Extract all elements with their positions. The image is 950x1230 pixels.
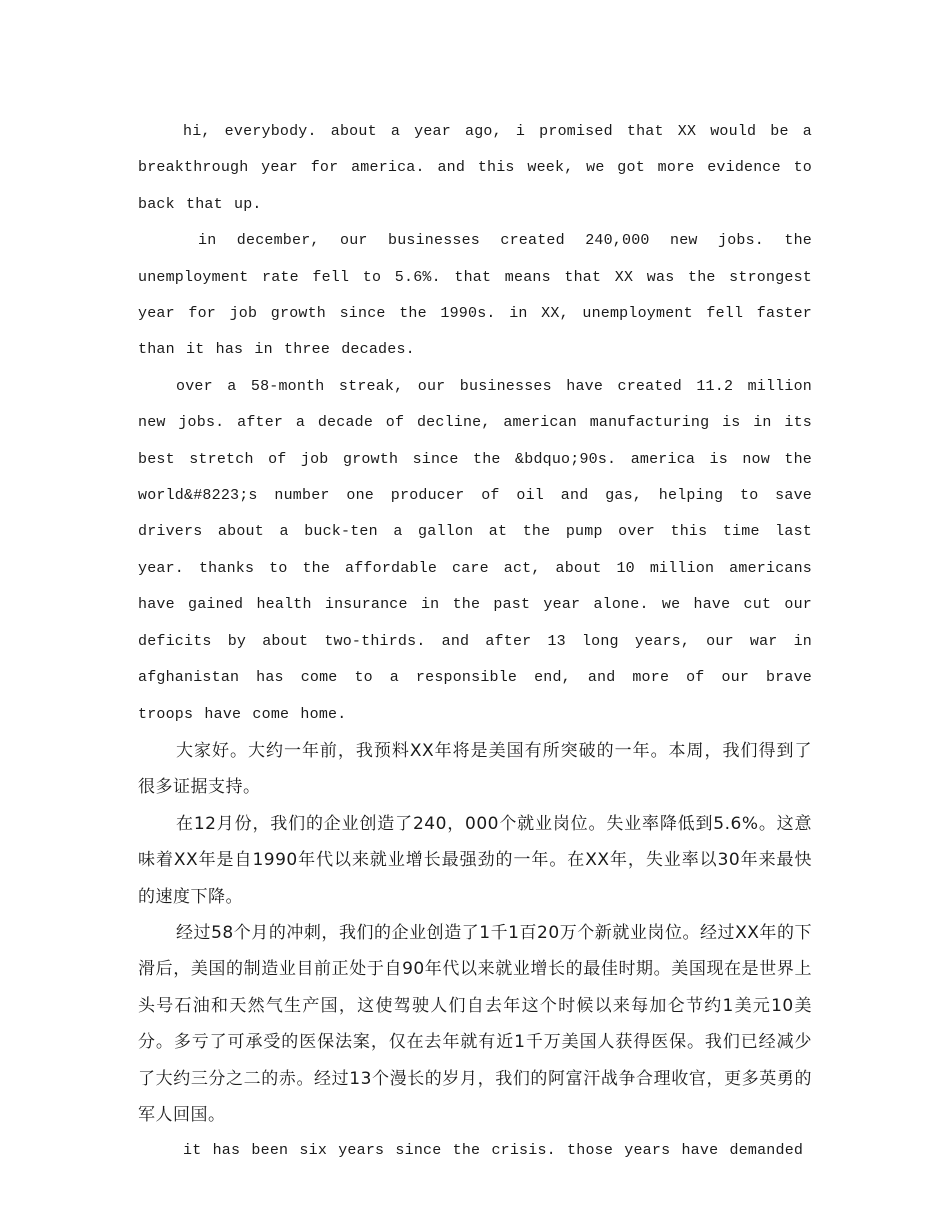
paragraph-en-2: in december, our businesses created 240,000 new jobs. the unemployment rate fell to 5.6%. that means that XX was the strongest year for job growth since the 1990s. in XX, unemployment fell faster than it has in three decades. (138, 232, 812, 359)
paragraph-zh-3: 经过58个月的冲刺，我们的企业创造了1千1百20万个新就业岗位。经过XX年的下滑后，美国的制造业目前正处于自90年代以来就业增长的最佳时期。美国现在是世界上头号石油和天然气生产国，这使驾驶人们自去年这个时候以来每加仑节约1美元10美分。多亏了可承受的医保法案，仅在去年就有近1千万美国人获得医保。我们已经减少了大约三分之二的赤。经过13个漫长的岁月，我们的阿富汗战争合理收官，更多英勇的军人回国。 (138, 922, 812, 1125)
paragraph-en-3: over a 58-month streak, our businesses have created 11.2 million new jobs. after a decade of decline, american manufacturing is in its best stretch of job growth since the &bdquo;90s. america is now the world&#8223;s number one producer of oil and gas, helping to save drivers about a buck-ten a gallon at the pump over this time last year. thanks to the affordable care act, about 10 million americans have gained health insurance in the past year alone. we have cut our deficits by about two-thirds. and after 13 long years, our war in afghanistan has come to a responsible end, and more of our brave troops have come home. (138, 377, 812, 723)
paragraph-en-4: it has been six years since the crisis. those years have demanded (183, 1142, 804, 1160)
paragraph-zh-2: 在12月份，我们的企业创造了240，000个就业岗位。失业率降低到5.6%。这意味着XX年是自1990年代以来就业增长最强劲的一年。在XX年，失业率以30年来最快的速度下降。 (138, 813, 812, 907)
paragraph-zh-1: 大家好。大约一年前，我预料XX年将是美国有所突破的一年。本周，我们得到了很多证据支持。 (138, 740, 812, 798)
paragraph-en-1: hi, everybody. about a year ago, i promised that XX would be a breakthrough year for america. and this week, we got more evidence to back that up. (138, 123, 812, 213)
document-page (138, 112, 812, 1170)
